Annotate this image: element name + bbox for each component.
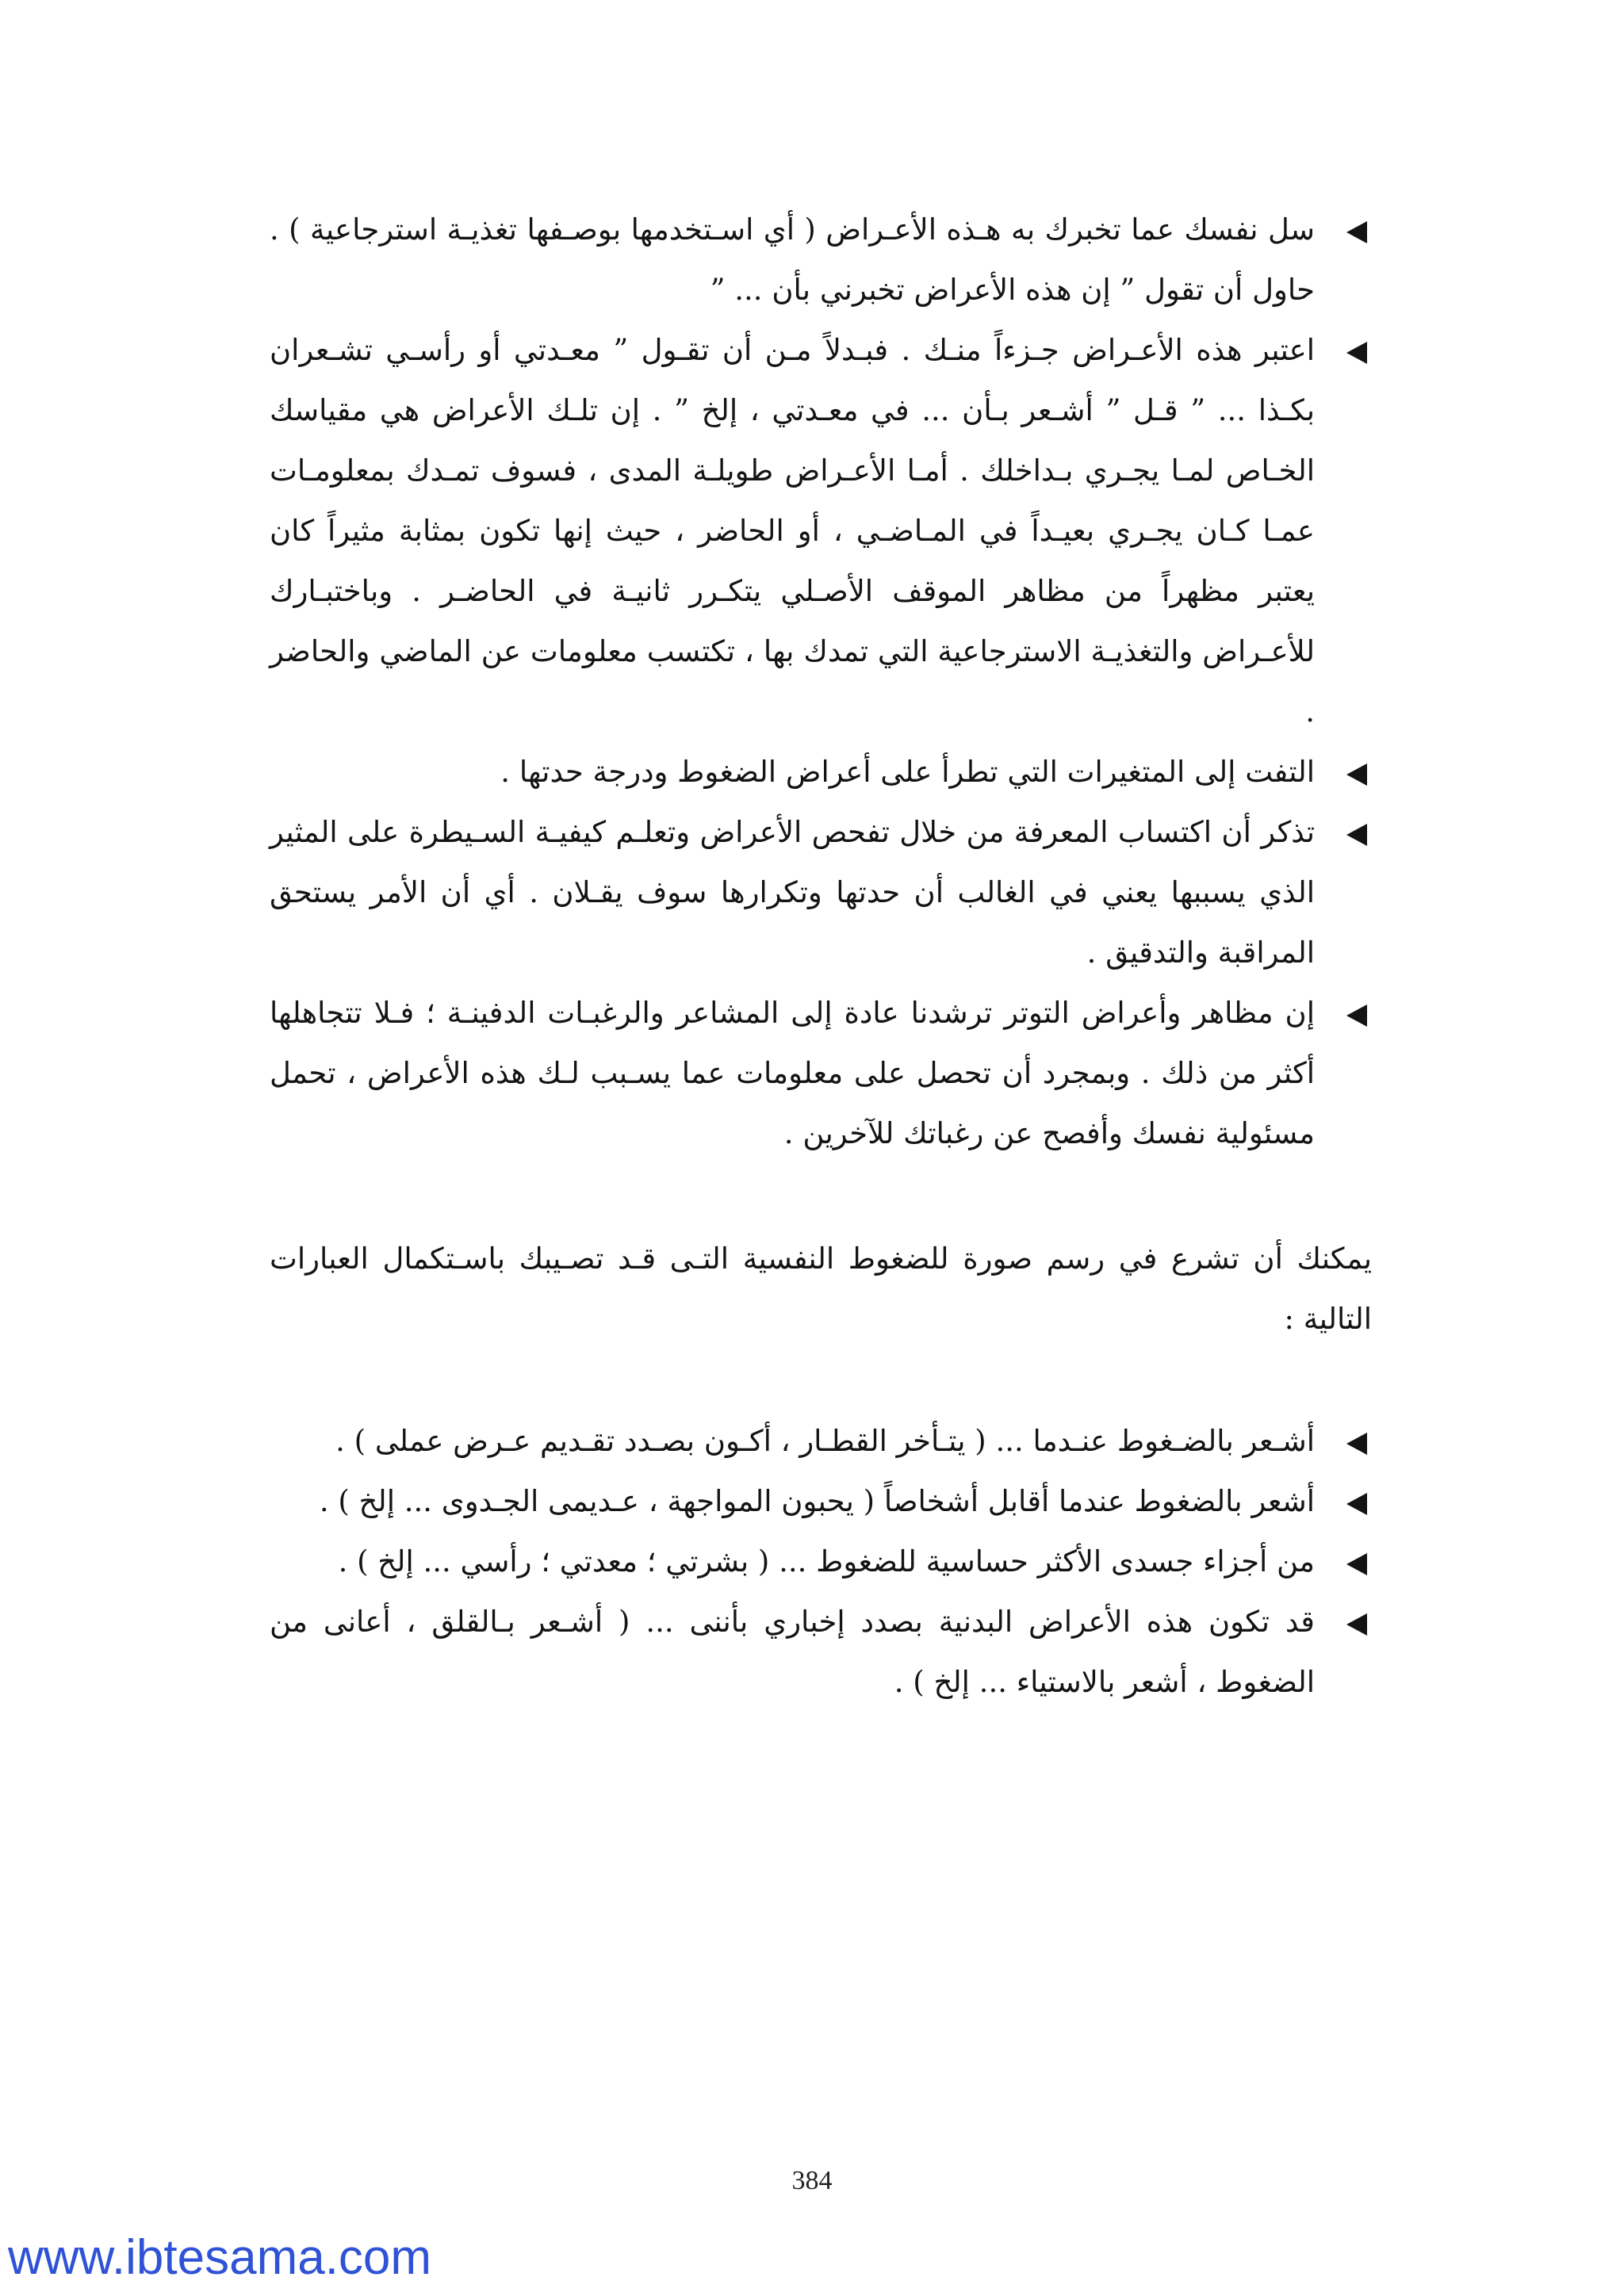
page-body xyxy=(270,200,1372,1712)
triangle-bullet-icon xyxy=(1346,1553,1367,1575)
list-item-text: أشعر بالضغوط عندما أقابل أشخاصاً ( يحبون المواجهة ، عـديمى الجـدوى ... إلخ ) . xyxy=(319,1484,1315,1518)
list-item xyxy=(270,802,1372,983)
list-item xyxy=(270,1532,1372,1592)
list-item-text: أشـعر بالضـغوط عنـدما ... ( يتـأخر القطـار ، أكـون بصـدد تقـديم عـرض عملى ) . xyxy=(335,1424,1315,1458)
list-item-text: من أجزاء جسدى الأكثر حساسية للضغوط ... ( بشرتي ؛ معدتي ؛ رأسي ... إلخ ) . xyxy=(338,1544,1315,1578)
triangle-bullet-icon xyxy=(1346,1493,1367,1515)
page-number: 384 xyxy=(791,2166,833,2195)
triangle-bullet-icon xyxy=(1346,1433,1367,1455)
bullet-list-top xyxy=(270,200,1372,1164)
triangle-bullet-icon xyxy=(1346,221,1367,243)
triangle-bullet-icon xyxy=(1346,763,1367,786)
bullet-list-bottom xyxy=(270,1411,1372,1712)
list-item xyxy=(270,742,1372,802)
list-item-text: تذكر أن اكتساب المعرفة من خلال تفحص الأعراض وتعلـم كيفيـة السـيطرة على المثير الذي يسببها يعني في الغالب أن حدتها وتكرارها سوف يقـلان . أي أن الأمر يستحق المراقبة والتدقيق . xyxy=(270,815,1315,970)
triangle-bullet-icon xyxy=(1346,1004,1367,1027)
watermark-url: www.ibtesama.com xyxy=(8,2230,432,2285)
intro-paragraph: يمكنك أن تشرع في رسم صورة للضغوط النفسية التـى قـد تصـيبك باسـتكمال العبارات التالية : xyxy=(270,1242,1372,1336)
list-item xyxy=(270,200,1372,320)
list-item xyxy=(270,320,1372,742)
list-item xyxy=(270,1471,1372,1532)
list-item xyxy=(270,1411,1372,1471)
list-item-text: إن مظاهر وأعراض التوتر ترشدنا عادة إلى المشاعر والرغبـات الدفينـة ؛ فـلا تتجاهلها أكثر من ذلك . وبمجرد أن تحصل على معلومات عما يسـبب لـك هذه الأعراض ، تحمل مسئولية نفسك وأفصح عن رغباتك للآخرين . xyxy=(270,996,1315,1150)
list-item xyxy=(270,1592,1372,1712)
list-item-text: اعتبر هذه الأعـراض جـزءاً منـك . فبـدلاً مـن أن تقـول ” معـدتي أو رأسـي تشـعران بكـذا ... ” قـل ” أشـعر بـأن ... في معـدتي ، إلخ ” . إن تلـك الأعراض هي مقياسك الخـاص لمـا يجـري بـداخلك . أمـا الأعـراض طويلـة المدى ، فسوف تمـدك بمعلومـات عمـا كـان يجـري بعيـداً في المـاضـي ، أو الحاضر ، حيث إنها تكون بمثابة مثيراً كان يعتبر مظهراً من مظاهر الموقف الأصـلي يتكـرر ثانيـة في الحاضـر . وباختبـارك للأعـراض والتغذيـة الاسترجاعية التي تمدك بها ، تكتسب معلومات عن الماضي والحاضر . xyxy=(270,333,1315,729)
list-item xyxy=(270,983,1372,1164)
triangle-bullet-icon xyxy=(1346,342,1367,364)
list-item-text: سل نفسك عما تخبرك به هـذه الأعـراض ( أي اسـتخدمها بوصـفها تغذيـة استرجاعية ) . حاول أن تقول ” إن هذه الأعراض تخبرني بأن ... ” xyxy=(270,212,1315,307)
list-item-text: قد تكون هذه الأعراض البدنية بصدد إخباري بأننى ... ( أشـعر بـالقلق ، أعانى من الضغوط ، أشعر بالاستياء ... إلخ ) . xyxy=(270,1605,1315,1699)
list-item-text: التفت إلى المتغيرات التي تطرأ على أعراض الضغوط ودرجة حدتها . xyxy=(500,755,1315,789)
triangle-bullet-icon xyxy=(1346,1613,1367,1636)
triangle-bullet-icon xyxy=(1346,824,1367,846)
